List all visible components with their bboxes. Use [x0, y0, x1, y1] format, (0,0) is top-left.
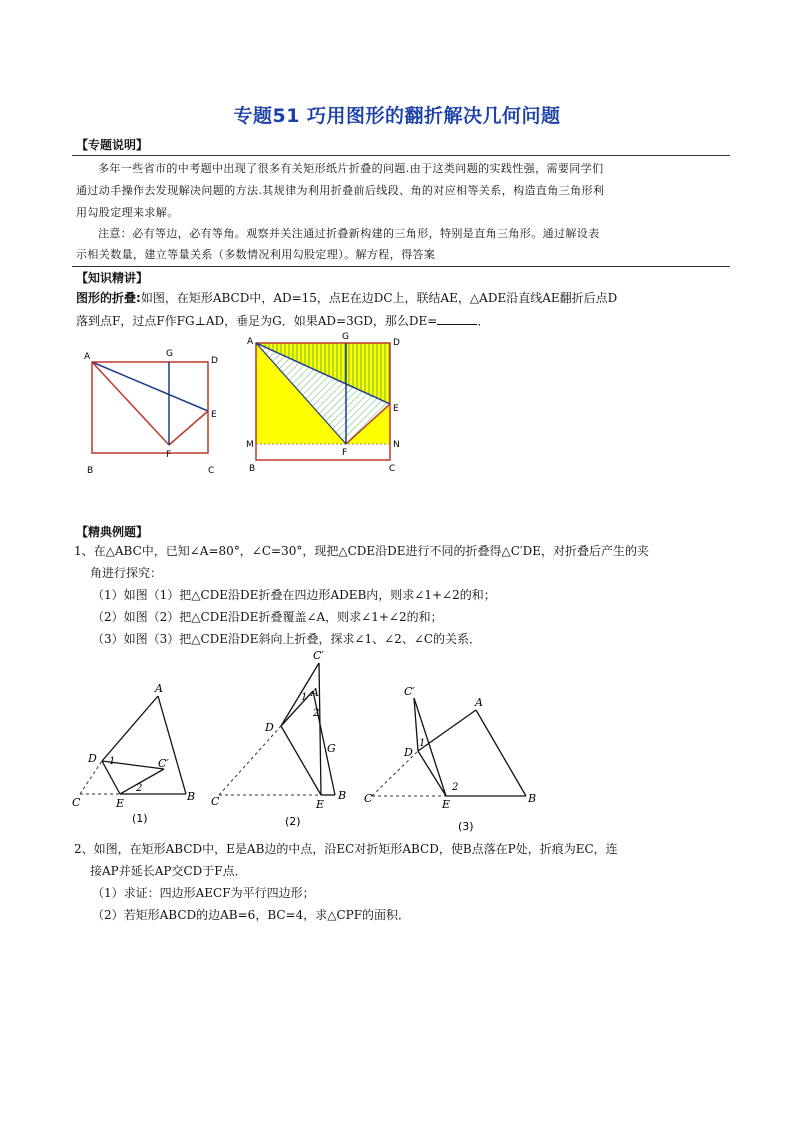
label-D: D [265, 721, 274, 734]
label-B: B [87, 466, 94, 476]
label-A: A [155, 682, 163, 695]
label-G: G [327, 742, 336, 755]
segment-DA [418, 710, 476, 751]
label-E: E [116, 797, 125, 810]
segment-CD-dashed [219, 726, 281, 795]
rect-border [92, 362, 208, 453]
segment-DA [102, 696, 158, 761]
label-D: D [88, 752, 97, 765]
knowledge-line: 落到点F，过点F作FG⊥AD，垂足为G．如果AD=3GD，那么DE= ． [76, 314, 490, 328]
example2-line: 2、如图，在矩形ABCD中，E是AB边的中点，沿EC对折矩形ABCD，使B点落在P处，折痕为EC，连 [74, 842, 618, 856]
label-D: D [211, 356, 218, 366]
label-E: E [211, 410, 217, 420]
label-G: G [342, 332, 349, 342]
segment-FE [169, 411, 208, 445]
label-B: B [338, 789, 347, 802]
label-E: E [442, 798, 451, 811]
label-C: C [364, 792, 373, 805]
divider [72, 266, 730, 267]
label-D: D [393, 338, 400, 348]
caption-1: (1) [132, 812, 148, 825]
label-M: M [246, 440, 254, 450]
example1-line: 1、在△ABC中，已知∠A=80°，∠C=30°，现把△CDE沿DE进行不同的折叠得△C′DE，对折叠后产生的夹 [74, 544, 650, 558]
label-angle-1: 1 [109, 756, 116, 767]
segment-AF [92, 362, 169, 445]
label-angle-2: 2 [313, 708, 320, 719]
label-C-prime: C′ [313, 649, 324, 662]
label-C-prime: C′ [158, 757, 169, 770]
intro-line: 注意：必有等边，必有等角。观察并关注通过折叠新构建的三角形，特别是直角三角形。通过解设表 [98, 227, 600, 240]
label-N: N [393, 440, 400, 450]
label-angle-1: 1 [419, 738, 426, 749]
segment-CD-dashed [80, 761, 102, 794]
intro-line: 用勾股定理来求解。 [76, 206, 179, 219]
figure-rectangle-2 [244, 333, 414, 473]
label-C: C [72, 796, 81, 809]
figure-rectangle-1 [80, 345, 240, 475]
label-D: D [404, 746, 413, 759]
intro-line: 示相关数量，建立等量关系（多数情况利用勾股定理）。解方程，得答案 [76, 248, 436, 261]
knowledge-text: 落到点F，过点F作FG⊥AD，垂足为G．如果AD=3GD，那么DE= [76, 314, 438, 328]
example2-question: （1）求证：四边形AECF为平行四边形； [92, 886, 315, 900]
figure-triangle-3 [360, 680, 550, 840]
example1-question: （3）如图（3）把△CDE沿DE斜向上折叠，探求∠1、∠2、∠C的关系． [92, 632, 482, 646]
segment-AE [92, 362, 208, 411]
label-A: A [311, 686, 319, 699]
label-A: A [84, 352, 91, 362]
segment-DE [418, 751, 446, 796]
segment-AB [158, 696, 186, 794]
intro-line: 多年一些省市的中考题中出现了很多有关矩形纸片折叠的问题.由于这类问题的实践性强，需要同学们 [98, 162, 604, 175]
label-B: B [528, 792, 537, 805]
section-knowledge-heading: 【知识精讲】 [76, 271, 149, 285]
example1-question: （1）如图（1）把△CDE沿DE折叠在四边形ADEB内，则求∠1+∠2的和； [92, 588, 496, 602]
divider [72, 155, 730, 156]
figure-triangle-2 [205, 645, 355, 835]
label-F: F [342, 448, 348, 458]
section-intro-heading: 【专题说明】 [76, 138, 149, 152]
label-G: G [166, 349, 173, 359]
knowledge-line [76, 287, 736, 309]
answer-blank [437, 312, 477, 325]
label-F: F [166, 450, 172, 460]
label-C: C [208, 466, 215, 476]
knowledge-label: 图形的折叠: [76, 291, 141, 305]
example2-line: 接AP并延长AP交CD于F点． [90, 864, 247, 878]
label-E: E [393, 404, 399, 414]
label-E: E [316, 798, 325, 811]
segment-AB [476, 710, 526, 796]
label-A: A [475, 696, 483, 709]
caption-3: (3) [458, 820, 474, 833]
intro-line: 通过动手操作去发现解决问题的方法.其规律为利用折叠前后线段、角的对应相等关系，构造直角三角形利 [76, 184, 605, 197]
label-B: B [187, 790, 196, 803]
label-C-prime: C′ [404, 685, 415, 698]
example2-question: （2）若矩形ABCD的边AB=6，BC=4，求△CPF的面积． [92, 908, 411, 922]
label-C: C [211, 795, 220, 808]
segment-DA [281, 691, 313, 726]
label-angle-2: 2 [452, 782, 459, 793]
segment-DE [281, 726, 321, 795]
example1-question: （2）如图（2）把△CDE沿DE折叠覆盖∠A，则求∠1+∠2的和； [92, 610, 443, 624]
label-A: A [247, 337, 254, 347]
label-C: C [389, 464, 396, 474]
caption-2: (2) [285, 815, 301, 828]
figure-triangle-1 [68, 680, 208, 830]
label-B: B [249, 464, 256, 474]
section-examples-heading: 【精典例题】 [76, 525, 149, 539]
label-angle-2: 2 [136, 783, 143, 794]
knowledge-text: 如图，在矩形ABCD中，AD=15，点E在边DC上，联结AE，△ADE沿直线AE翻折后点D [140, 291, 618, 305]
page-title: 专题51 巧用图形的翻折解决几何问题 [233, 105, 561, 127]
label-angle-1: 1 [301, 692, 308, 703]
example1-line: 角进行探究： [90, 566, 163, 580]
